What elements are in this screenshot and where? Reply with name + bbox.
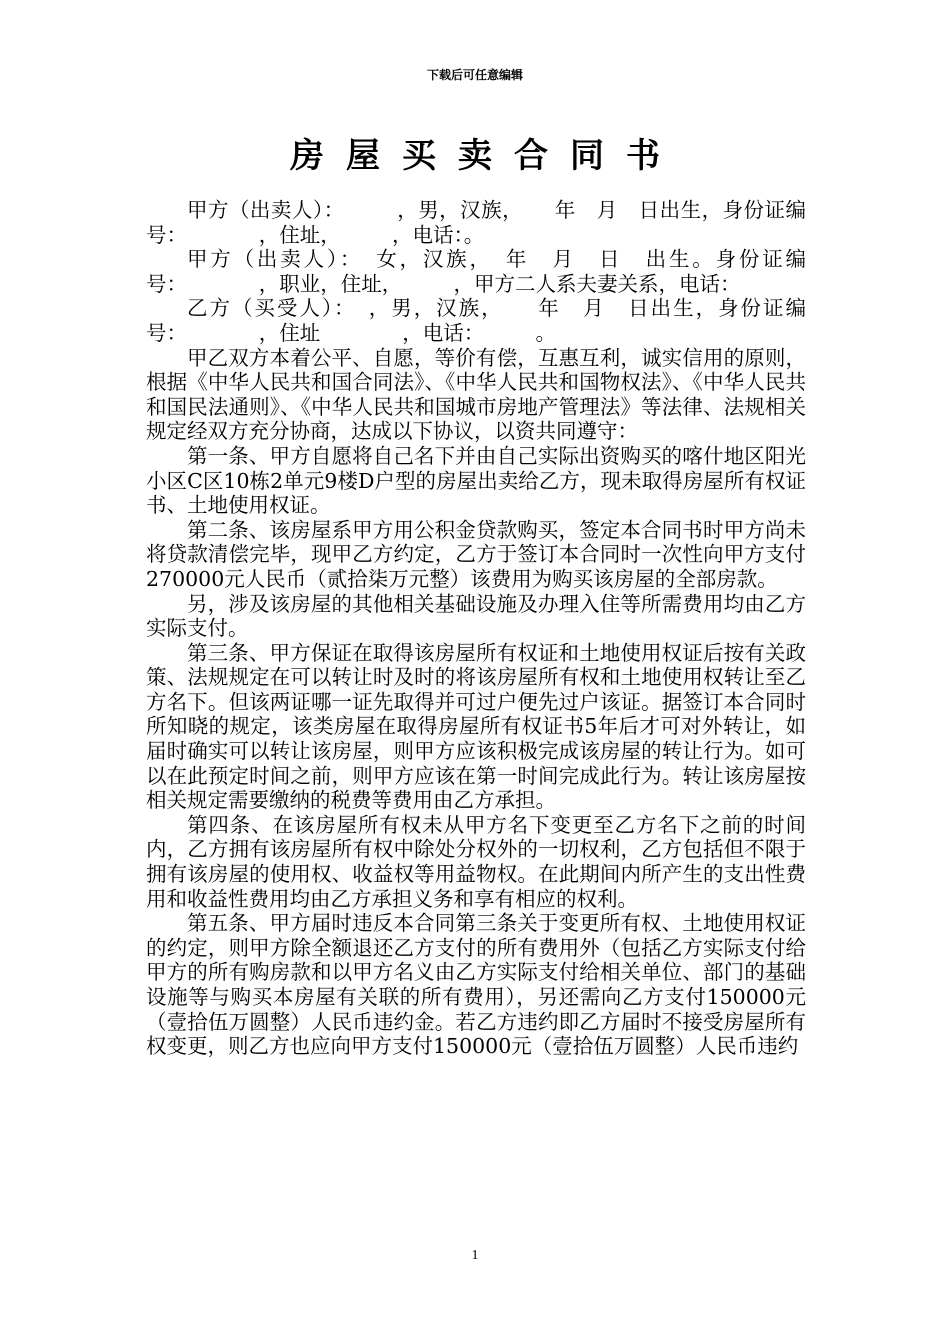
article-2-supplement: 另，涉及该房屋的其他相关基础设施及办理入住等所需费用均由乙方实际支付。	[146, 591, 806, 641]
article-1: 第一条、甲方自愿将自己名下并由自己实际出资购买的喀什地区阳光小区C区10栋2单元9楼D户型的房屋出卖给乙方，现未取得房屋所有权证书、土地使用权证。	[146, 443, 806, 518]
article-4: 第四条、在该房屋所有权未从甲方名下变更至乙方名下之前的时间内，乙方拥有该房屋所有权中除处分权外的一切权利，乙方包括但不限于拥有该房屋的使用权、收益权等用益物权。在此期间内所产生的支出性费用和收益性费用均由乙方承担义务和享有相应的权利。	[146, 812, 806, 911]
party-a-seller-2: 甲方（出卖人）： 女，汉族， 年 月 日 出生。身份证编号： ，职业，住址， ，甲方二人系夫妻关系，电话：	[146, 247, 806, 296]
page-number: 1	[471, 1248, 479, 1263]
article-2: 第二条、该房屋系甲方用公积金贷款购买，签定本合同书时甲方尚未将贷款清偿完毕，现甲乙方约定，乙方于签订本合同时一次性向甲方支付270000元人民币（贰拾柒万元整）该费用为购买该房屋的全部房款。	[146, 517, 806, 591]
party-b-buyer: 乙方（买受人）： ，男，汉族， 年 月 日出生，身份证编号： ，住址 ，电话： 。	[146, 296, 806, 345]
header-note: 下载后可任意编辑	[426, 68, 523, 82]
party-a-seller-1: 甲方（出卖人）： ，男，汉族， 年 月 日出生，身份证编号： ，住址， ，电话：。	[146, 198, 806, 247]
document-title: 房屋买卖合同书	[290, 136, 682, 176]
article-3: 第三条、甲方保证在取得该房屋所有权证和土地使用权证后按有关政策、法规规定在可以转让时及时的将该房屋所有权和土地使用权转让至乙方名下。但该两证哪一证先取得并可过户便先过户该证。据签订本合同时所知晓的规定，该类房屋在取得房屋所有权证书5年后才可对外转让，如届时确实可以转让该房屋，则甲方应该积极完成该房屋的转让行为。如可以在此预定时间之前，则甲方应该在第一时间完成此行为。转让该房屋按相关规定需要缴纳的税费等费用由乙方承担。	[146, 640, 806, 813]
article-5: 第五条、甲方届时违反本合同第三条关于变更所有权、土地使用权证的约定，则甲方除全额退还乙方支付的所有费用外（包括乙方实际支付给甲方的所有购房款和以甲方名义由乙方实际支付给相关单位、部门的基础设施等与购买本房屋有关联的所有费用），另还需向乙方支付150000元（壹拾伍万圆整）人民币违约金。若乙方违约即乙方届时不接受房屋所有权变更，则乙方也应向甲方支付150000元（壹拾伍万圆整）人民币违约	[146, 911, 806, 1059]
preamble: 甲乙双方本着公平、自愿，等价有偿，互惠互利，诚实信用的原则，根据《中华人民共和国合同法》、《中华人民共和国物权法》、《中华人民共和国民法通则》、《中华人民共和国城市房地产管理法》等法律、法规相关规定经双方充分协商，达成以下协议，以资共同遵守：	[146, 345, 806, 444]
contract-body	[146, 198, 806, 1059]
